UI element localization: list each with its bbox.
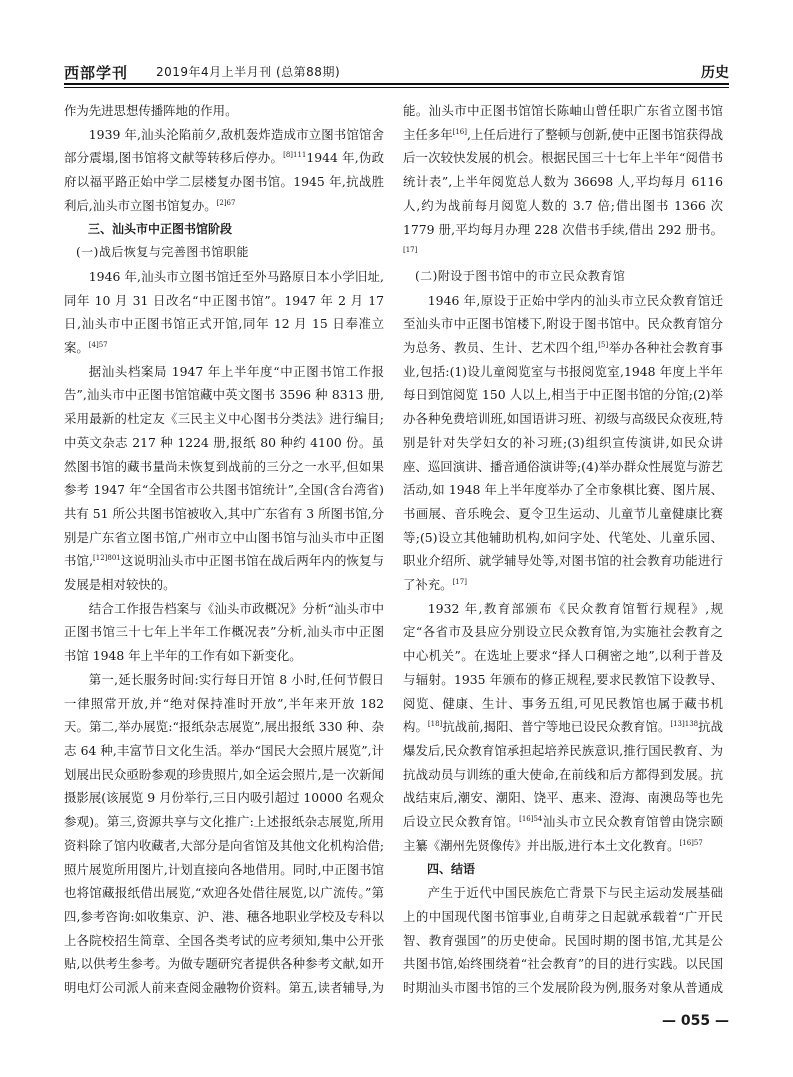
citation-ref: [12]801 [93, 554, 121, 563]
paragraph [64, 668, 384, 999]
subsection-heading [64, 241, 384, 265]
paragraph-text: 抗战前,揭阳、普宁等地已设民众教育馆。 [442, 719, 671, 735]
paragraph [403, 597, 723, 858]
paragraph-text: 1932 年,教育部颁布《民众教育馆暂行规程》,规定“各省市及县应分别设立民众教育馆,为实施社会教育之中心机关”。在选址上要求“择人口稠密之地”,以利于普及与辐射。1935 年颁布的修正规程,要求民教馆下设教导、阅览、健康、生计、事务五组,可见民教馆也属于藏书机构。 [403, 600, 723, 735]
citation-ref: [16]54 [519, 815, 543, 824]
paragraph-text: ,上任后进行了整顿与创新,使中正图书馆获得战后一次较快发展的机会。根据民国三十七年上半年“阅借书统计表”,上半年阅览总人数为 36698 人,平均每月 6116 人,约为战前每月阅览人数的 3.7 倍;借出图书 1366 次 1779 册,平均每月办理 228 次借书手续,借出 292 册书。 [403, 126, 723, 237]
page-number: — 055 — [662, 1013, 729, 1029]
paragraph-text: (一)战后恢复与完善图书馆职能 [76, 245, 249, 260]
citation-ref: [8]111 [283, 151, 307, 160]
citation-ref: [5] [598, 341, 609, 350]
paragraph-text: 产生于近代中国民族危亡背景下与民主运动发展基础上的中国现代图书馆事业,自萌芽之日起就承载着“广开民智、教育强国”的历史使命。民国时期的图书馆,尤其是公共图书馆,始终围绕着“社会教育”的目的进行实践。以民国时期汕头市图书馆的三个发展阶段为例,服务对象从普通成 [403, 885, 723, 996]
paragraph [403, 881, 723, 999]
paragraph-continued [403, 99, 723, 265]
paragraph-continued [64, 99, 384, 123]
section-heading [403, 858, 723, 882]
paragraph-text: 汕头市立民众教育馆曾由饶宗颐主纂《潮州先贤像传》并出版,进行本土文化教育。 [403, 814, 723, 853]
section-name: 历史 [701, 65, 729, 81]
paragraph-text: 第一,延长服务时间:实行每日开馆 8 小时,任何节假日一律照常开放,并“绝对保持准时开放”,半年来开放 182 天。第二,举办展览:“报纸杂志展览”,展出报纸 330 种、杂志 64 种,丰富节日文化生活。举办“国民大会照片展览”,计划展出民众亟盼参观的珍贵照片,如全运会照片,是一次新闻摄影展(该展览 9 月份举行,三日内吸引超过 10000 名观众参观)。第三,资源共享与文化推广:上述报纸杂志展览,所用资料除了馆内收藏者,大部分是向省馆及其他文化机构洽借;照片展览所用图片,计划直接向各地借用。同时,中正图书馆也将馆藏报纸借出展览,“欢迎各处借往展览,以广流传。”第四,参考咨询:如收集京、沪、港、穗各地职业学校及专科以上各院校招生简章、全国各类考试的应考须知,集中公开张贴,以供考生参考。为做专题研究者提供各种参考文献,如开明电灯公司派人前来查阅金融物价资料。第五,读者辅导,为 [64, 671, 384, 996]
citation-ref: [2]67 [216, 198, 236, 207]
paragraph-text: 1946 年,汕头市立图书馆迁至外马路原日本小学旧址,同年 10 月 31 日改名“中正图书馆”。1947 年 2 月 17 日,汕头市中正图书馆正式开馆,同年 12 月 15 日奉准立案。 [64, 268, 384, 356]
paragraph-text: (二)附设于图书馆中的市立民众教育馆 [415, 268, 626, 283]
paragraph [64, 597, 384, 668]
page-header [64, 42, 729, 82]
paragraph-text: 1944 年,伪政府以福平路正始中学二层楼复办图书馆。1945 年,抗战胜利后,汕头市立图书馆复办。 [64, 150, 384, 213]
paragraph-text: 三、汕头市中正图书馆阶段 [88, 221, 233, 236]
section-heading [64, 218, 384, 242]
paragraph-text: 能。汕头市中正图书馆馆长陈岫山曾任职广东省立图书馆主任多年 [403, 103, 723, 142]
citation-ref: [16]57 [679, 838, 703, 847]
citation-ref: [17] [403, 246, 418, 255]
paragraph [64, 123, 384, 218]
paragraph-text: 1939 年,汕头沦陷前夕,敌机轰炸造成市立图书馆馆舍部分震塌,图书馆将文献等转移后停办。 [64, 126, 384, 166]
header-rule-thin [64, 87, 729, 88]
citation-ref: [4]57 [88, 341, 108, 350]
right-column [403, 99, 723, 999]
paragraph-text: 据汕头档案局 1947 年上半年度“中正图书馆工作报告”,汕头市中正图书馆馆藏中英文图书 3596 种 8313 册,采用最新的杜定友《三民主义中心图书分类法》进行编目;中英文杂志 217 种 1224 册,报纸 80 种约 4100 份。虽然图书馆的藏书量尚未恢复到战前的三分之一水平,但如果参考 1947 年“全国省市公共图书馆统计”,全国(含台湾省)共有 51 所公共图书馆被收入,其中广东省有 3 所图书馆,分别是广东省立图书馆,广州市立中山图书馆与汕头市中正图书馆, [64, 363, 384, 569]
citation-ref: [16] [452, 127, 467, 136]
header-rule [64, 83, 729, 85]
citation-ref: [18] [427, 720, 443, 729]
left-column [64, 99, 384, 999]
paragraph-text: 结合工作报告档案与《汕头市政概况》分析“汕头市中正图书馆三十七年上半年工作概况表”分析,汕头市中正图书馆 1948 年上半年的工作有如下新变化。 [64, 600, 384, 664]
paragraph-text: 举办各种社会教育事业,包括:(1)设儿童阅览室与书报阅览室,1948 年度上半年每日到馆阅览 150 人以上,相当于中正图书馆的分馆;(2)举办各种免费培训班,如国语讲习班、初级与高级民众夜班,特别是针对失学妇女的补习班;(3)组织宣传演讲,如民众讲座、巡回演讲、播音通俗演讲等;(4)举办群众性展览与游艺活动,如 1948 年上半年度举办了全市象棋比赛、图片展、书画展、音乐晚会、夏令卫生运动、儿童节儿童健康比赛等;(5)设立其他辅助机构,如问字处、代笔处、儿童乐园、职业介绍所、就学辅导处等,对图书馆的社会教育功能进行了补充。 [403, 340, 723, 593]
journal-logo: 西部学刊 [64, 64, 129, 82]
paragraph [64, 265, 384, 360]
paragraph-text: 作为先进思想传播阵地的作用。 [64, 103, 238, 118]
paragraph-text: 四、结语 [427, 861, 476, 876]
subsection-heading [403, 265, 723, 289]
paragraph [64, 360, 384, 597]
paragraph-text: 抗战爆发后,民众教育馆承担起培养民族意识,推行国民教育、为抗战动员与训练的重大使命,在前线和后方都得到发展。抗战结束后,潮安、潮阳、饶平、惠来、澄海、南澳岛等也先后设立民众教育馆。 [403, 719, 723, 830]
paragraph-text: 1946 年,原设于正始中学内的汕头市立民众教育馆迁至汕头市中正图书馆楼下,附设于图书馆中。民众教育馆分为总务、教员、生计、艺术四个组, [403, 292, 723, 356]
citation-ref: [17] [452, 578, 467, 587]
citation-ref: [13]138 [670, 720, 699, 729]
paragraph [403, 289, 723, 597]
paragraph-text: 这说明汕头市中正图书馆在战后两年内的恢复与发展是相对较快的。 [64, 553, 384, 593]
issue-info: 2019年4月上半月刊 (总第88期) [156, 65, 341, 79]
